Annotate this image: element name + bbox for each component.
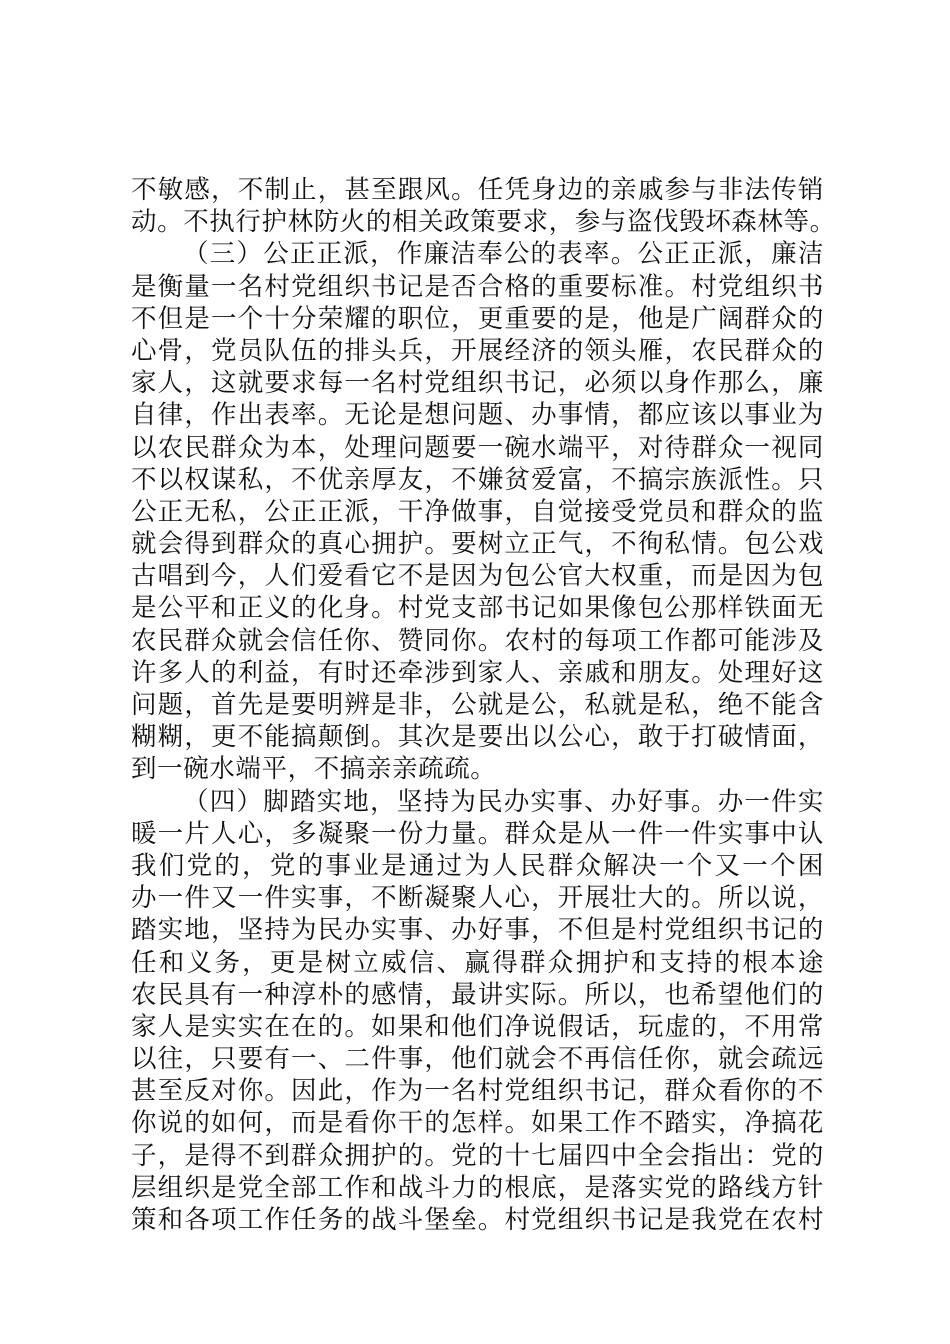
- text-line: 你说的如何，而是看你干的怎样。如果工作不踏实，净搞花: [131, 1108, 824, 1139]
- text-line: 农民群众就会信任你、赞同你。农村的每项工作都可能涉及: [131, 625, 824, 656]
- text-line: 甚至反对你。因此，作为一名村党组织书记，群众看你的不: [131, 1076, 824, 1107]
- text-line: 不敏感，不制止，甚至跟风。任凭身边的亲戚参与非法传销: [131, 175, 824, 205]
- text-line: 办一件又一件实事，不断凝聚人心，开展壮大的。所以说，: [131, 883, 824, 914]
- text-line: 不但是一个十分荣耀的职位，更重要的是，他是广阔群众的: [131, 303, 824, 334]
- text-line: 到一碗水端平，不搞亲亲疏疏。: [131, 754, 497, 785]
- paragraph-start-line: （四）脚踏实地，坚持为民办实事、办好事。办一件实: [183, 786, 824, 817]
- text-line: 是衡量一名村党组织书记是否合格的重要标准。村党组织书: [131, 271, 824, 302]
- text-line: 暖一片人心，多凝聚一份力量。群众是从一件一件实事中认: [131, 818, 824, 849]
- text-line: 家人是实实在在的。如果和他们净说假话，玩虚的，不用常: [131, 1011, 824, 1042]
- text-line: 踏实地，坚持为民办实事、办好事，不但是村党组织书记的: [131, 915, 824, 946]
- document-body: [131, 174, 836, 1236]
- text-line: 心骨，党员队伍的排头兵，开展经济的领头雁，农民群众的: [131, 335, 824, 366]
- text-line: 就会得到群众的真心拥护。要树立正气，不徇私情。包公戏: [131, 529, 824, 560]
- text-line: 家人，这就要求每一名村党组织书记，必须以身作那么，廉: [131, 368, 824, 399]
- paragraph-start-line: （三）公正正派，作廉洁奉公的表率。公正正派，廉洁: [183, 239, 824, 270]
- text-line: 我们党的，党的事业是通过为人民群众解决一个又一个困: [131, 850, 824, 881]
- text-line: 以往，只要有一、二件事，他们就会不再信任你，就会疏远: [131, 1044, 824, 1075]
- text-line: 子，是得不到群众拥护的。党的十七届四中全会指出：党的: [131, 1140, 824, 1171]
- text-line: 农民具有一种淳朴的感情，最讲实际。所以，也希望他们的: [131, 979, 824, 1010]
- text-line: 层组织是党全部工作和战斗力的根底，是落实党的路线方针: [131, 1172, 824, 1203]
- text-line: 任和义务，更是树立威信、赢得群众拥护和支持的根本途: [131, 947, 824, 978]
- text-line: 是公平和正义的化身。村党支部书记如果像包公那样铁面无: [131, 593, 824, 624]
- text-line: 策和各项工作任务的战斗堡垒。村党组织书记是我党在农村: [131, 1205, 824, 1235]
- text-line: 自律，作出表率。无论是想问题、办事情，都应该以事业为: [131, 400, 824, 431]
- text-line: 许多人的利益，有时还牵涉到家人、亲戚和朋友。处理好这: [131, 657, 824, 688]
- text-line: 以农民群众为本，处理问题要一碗水端平，对待群众一视同: [131, 432, 824, 463]
- text-line: 糊糊，更不能搞颠倒。其次是要出以公心，敢于打破情面，: [131, 722, 824, 753]
- text-line: 公正无私，公正正派，干净做事，自觉接受党员和群众的监: [131, 496, 824, 527]
- text-line: 动。不执行护林防火的相关政策要求，参与盗伐毁坏森林等。: [131, 207, 836, 238]
- text-line: 问题，首先是要明辨是非，公就是公，私就是私，绝不能含: [131, 690, 824, 720]
- text-line: 古唱到今，人们爱看它不是因为包公官大权重，而是因为包: [131, 561, 824, 592]
- text-line: 不以权谋私，不优亲厚友，不嫌贫爱富，不搞宗族派性。只: [131, 464, 824, 495]
